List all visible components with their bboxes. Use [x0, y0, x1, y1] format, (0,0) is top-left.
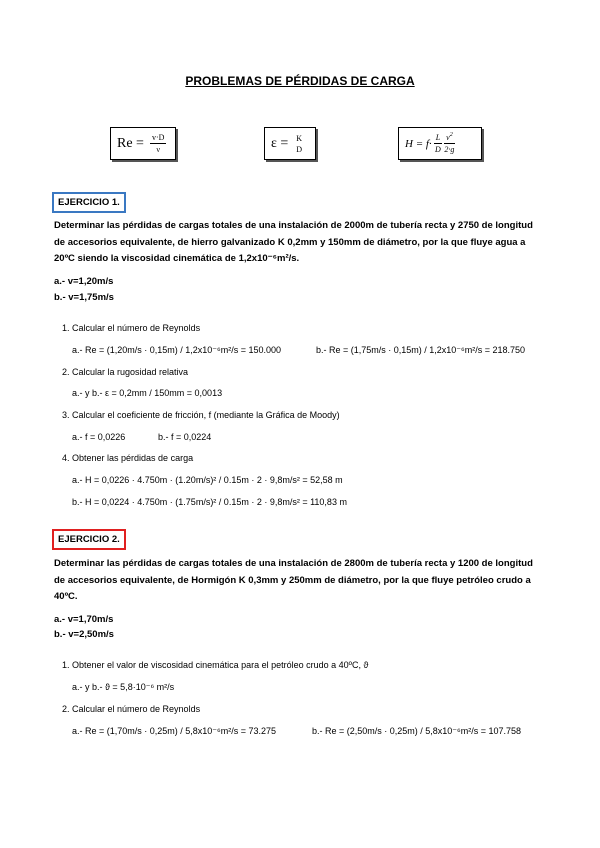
roughness-denominator: D	[296, 144, 303, 154]
exercise-1-step-4-b: b.- H = 0,0224 · 4.750m · (1.75m/s)² / 0.15m · 2 · 9,8m/s² = 110,83 m	[72, 497, 347, 507]
head-loss-formula	[398, 127, 482, 160]
exercise-1-step-3: 3. Calcular el coeficiente de fricción, f (mediante la Gráfica de Moody)	[62, 410, 340, 420]
head-loss-v-exp: 2	[449, 132, 453, 138]
exercise-1-step-2: 2. Calcular la rugosidad relativa	[62, 367, 189, 377]
reynolds-denominator: ν	[156, 145, 160, 154]
exercise-1-step-2-ab: a.- y b.- ε = 0,2mm / 150mm = 0,0013	[72, 388, 223, 398]
exercise-1-step-3-b: b.- f = 0,0224	[158, 432, 212, 442]
reynolds-formula	[110, 127, 176, 160]
exercise-2-statement: Determinar las pérdidas de cargas totales de una instalación de 2800m de tubería recta y 1200 de longitud de accesorios equivalente, de Hormigón K 0,3mm y 250mm de diámetro, por la que fluye petróleo crudo a 40ºC.	[54, 558, 533, 602]
exercise-1-step-1-b: b.- Re = (1,75m/s · 0,15m) / 1,2x10⁻⁶m²/s = 218.750	[316, 345, 526, 355]
exercise-1-case-a: a.- v=1,20m/s	[54, 276, 114, 287]
roughness-lhs: ε =	[271, 135, 289, 151]
reynolds-numerator: v·D	[151, 133, 165, 142]
exercise-1-statement: Determinar las pérdidas de cargas totales de una instalación de 2000m de tubería recta y 2750 de longitud de accesorios equivalente, de hierro galvanizado K 0,2mm y 150mm de diámetro, por la que fluye agua a 20ºC siendo la viscosidad cinemática de 1,2x10⁻⁶m²/s.	[54, 220, 533, 264]
exercise-2-case-a: a.- v=1,70m/s	[54, 614, 114, 625]
head-loss-2g: 2·g	[444, 145, 455, 154]
exercise-1-step-1: 1. Calcular el número de Reynolds	[62, 323, 201, 333]
roughness-numerator: K	[296, 133, 303, 143]
page-title: PROBLEMAS DE PÉRDIDAS DE CARGA	[185, 74, 415, 88]
exercise-2-label: EJERCICIO 2.	[52, 529, 126, 550]
exercise-2-step-1-ab: a.- y b.- ϑ = 5,8·10⁻⁶ m²/s	[72, 682, 175, 692]
head-loss-d: D	[435, 145, 441, 154]
exercise-2-step-2: 2. Calcular el número de Reynolds	[62, 704, 201, 714]
head-loss-v: v	[446, 133, 450, 142]
head-loss-l: L	[435, 133, 441, 142]
exercise-1-case-b: b.- v=1,75m/s	[54, 292, 114, 303]
exercise-2-step-1: 1. Obtener el valor de viscosidad cinemática para el petróleo crudo a 40ºC, ϑ	[62, 660, 369, 670]
exercise-1-step-1-a: a.- Re = (1,20m/s · 0,15m) / 1,2x10⁻⁶m²/s = 150.000	[72, 345, 282, 355]
exercise-2-step-2-b: b.- Re = (2,50m/s · 0,25m) / 5,8x10⁻⁶m²/s = 107.758	[312, 726, 522, 736]
exercise-1-step-3-a: a.- f = 0,0226	[72, 432, 126, 442]
exercise-2-step-2-a: a.- Re = (1,70m/s · 0,25m) / 5,8x10⁻⁶m²/s = 73.275	[72, 726, 277, 736]
exercise-2-case-b: b.- v=2,50m/s	[54, 629, 114, 640]
exercise-1-label: EJERCICIO 1.	[52, 192, 126, 213]
roughness-formula	[264, 127, 316, 160]
exercise-1-step-4-a: a.- H = 0,0226 · 4.750m · (1.20m/s)² / 0.15m · 2 · 9,8m/s² = 52,58 m	[72, 475, 343, 485]
reynolds-lhs: Re =	[117, 135, 144, 151]
head-loss-lhs: H = f·	[405, 137, 432, 150]
exercise-1-step-4: 4. Obtener las pérdidas de carga	[62, 453, 194, 463]
